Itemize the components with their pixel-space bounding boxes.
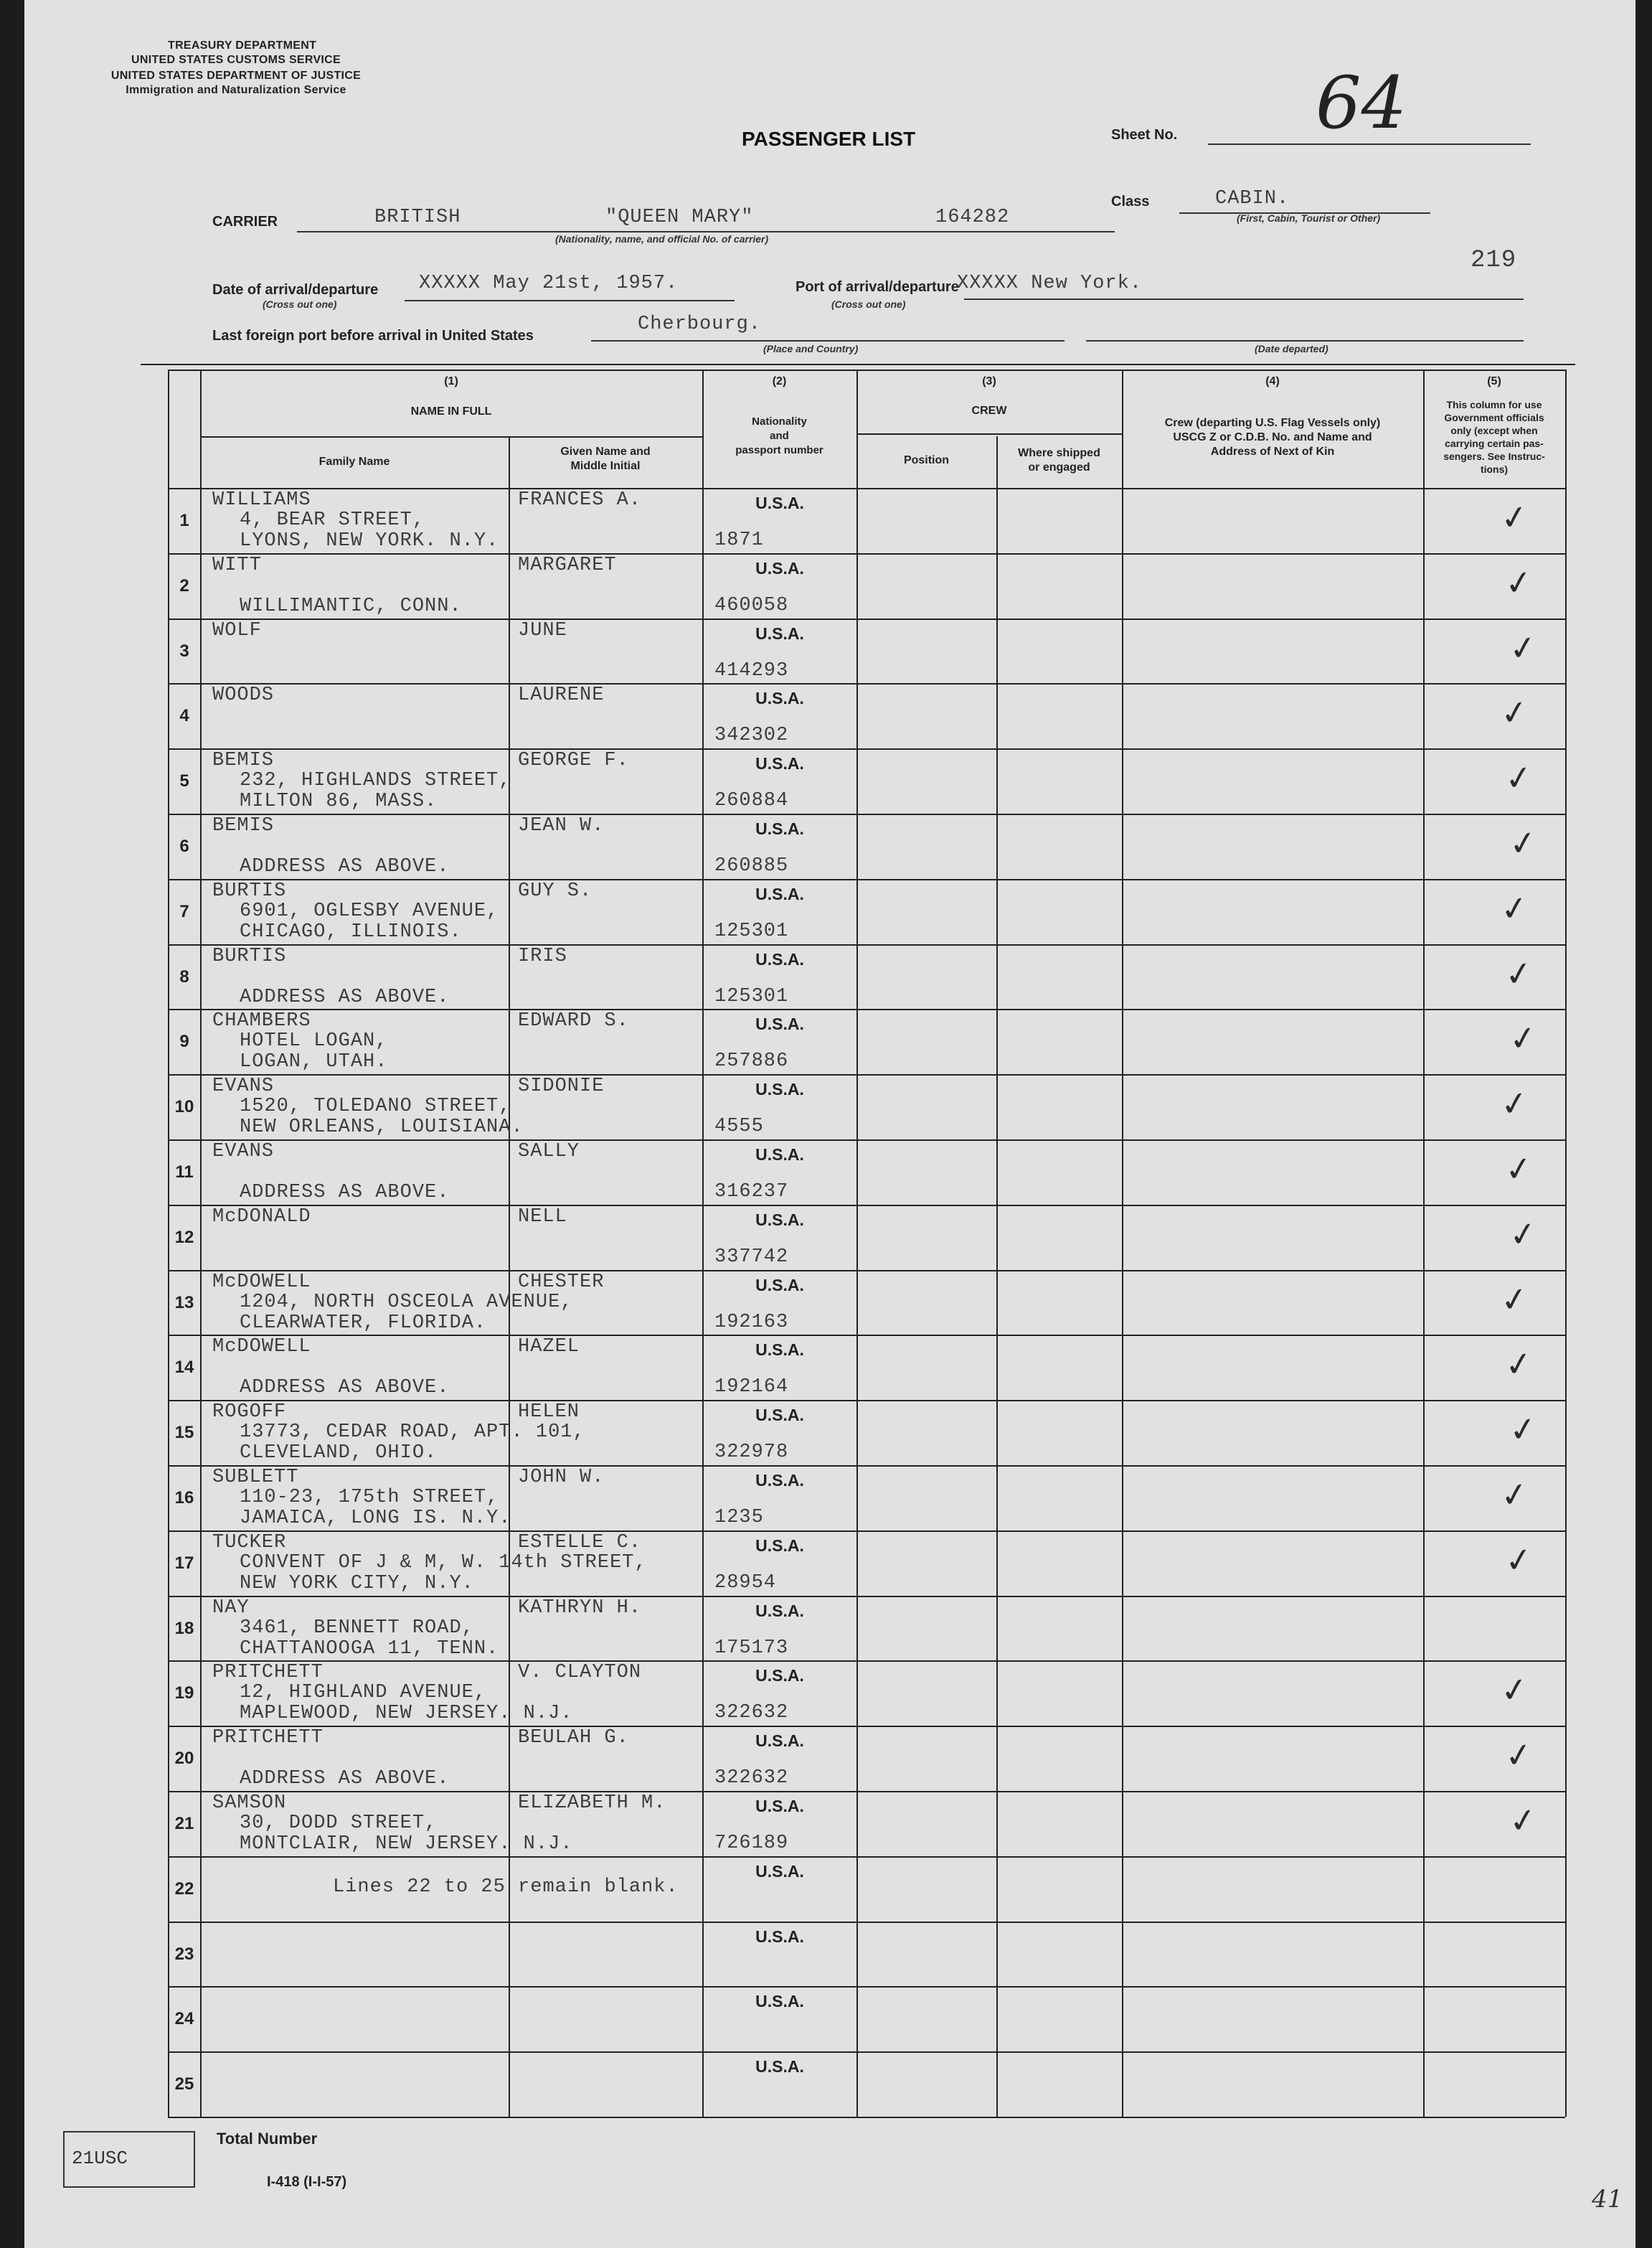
address-line: MONTCLAIR, NEW JERSEY. N.J. [240, 1833, 573, 1855]
address-line: 110-23, 175th STREET, [240, 1487, 499, 1508]
check-mark-icon: ✓ [1498, 1082, 1531, 1125]
address-line: ADDRESS AS ABOVE. [240, 856, 450, 878]
col1-number: (1) [444, 375, 458, 387]
total-number-label: Total Number [217, 2130, 318, 2148]
passport-number: 1871 [714, 530, 764, 551]
row-number: 15 [174, 1423, 194, 1443]
col3-where-shipped: Where shipped or engaged [1018, 447, 1100, 474]
nationality: U.S.A. [755, 1080, 804, 1099]
col2-title: Nationality and passport number [735, 415, 823, 456]
nationality: U.S.A. [755, 1992, 804, 2011]
given-name: KATHRYN H. [518, 1596, 642, 1619]
row-divider [168, 814, 1565, 815]
col2-number: (2) [772, 375, 787, 387]
address-line: 1204, NORTH OSCEOLA AVENUE, [240, 1291, 573, 1313]
row-number: 23 [174, 1944, 194, 1964]
nationality: U.S.A. [755, 1145, 804, 1164]
row-number: 14 [174, 1358, 194, 1378]
nationality: U.S.A. [755, 1210, 804, 1229]
address-line: CHATTANOOGA 11, TENN. [240, 1637, 499, 1660]
arrival-port-value: XXXXX New York. [957, 273, 1143, 294]
passport-number: 316237 [714, 1181, 789, 1203]
family-name: CHAMBERS [212, 1010, 311, 1033]
address-line: ADDRESS AS ABOVE. [240, 1377, 450, 1399]
row-number: 22 [174, 1878, 194, 1899]
row-divider [168, 1335, 1565, 1336]
check-mark-icon: ✓ [1502, 1342, 1536, 1386]
family-name: TUCKER [212, 1531, 287, 1553]
family-name: BEMIS [212, 815, 275, 837]
list-number: 219 [1471, 247, 1517, 274]
row-divider [168, 1856, 1565, 1858]
address-line: ADDRESS AS ABOVE. [240, 1768, 450, 1790]
check-mark-icon: ✓ [1498, 1473, 1531, 1516]
nationality: U.S.A. [755, 1535, 804, 1555]
address-line: 232, HIGHLANDS STREET, [240, 770, 511, 792]
given-name: NELL [518, 1205, 567, 1228]
passport-number: 260884 [714, 790, 789, 812]
sheet-label: Sheet No. [1111, 127, 1178, 143]
passport-number: 125301 [714, 920, 789, 942]
address-line: CLEVELAND, OHIO. [240, 1442, 438, 1464]
form-number: I-418 (I-I-57) [267, 2174, 347, 2190]
passport-number: 260885 [714, 855, 789, 877]
row-number: 12 [174, 1227, 194, 1247]
family-name: BURTIS [212, 945, 287, 967]
nationality: U.S.A. [755, 1797, 804, 1815]
carrier-hint: (Nationality, name, and official No. of carrier) [555, 233, 769, 245]
given-name: MARGARET [518, 554, 617, 576]
row-number: 7 [179, 901, 189, 921]
date-departed-hint: (Date departed) [1255, 343, 1328, 354]
address-line: LOGAN, UTAH. [240, 1051, 388, 1073]
check-mark-icon: ✓ [1502, 1734, 1536, 1777]
passport-number: 337742 [714, 1246, 789, 1268]
check-mark-icon: ✓ [1502, 1147, 1536, 1190]
page-mark: 41 [1592, 2185, 1623, 2214]
row-divider [168, 1660, 1565, 1662]
address-line: CLEARWATER, FLORIDA. [240, 1312, 487, 1334]
row-divider [168, 1596, 1565, 1597]
family-name: EVANS [212, 1141, 275, 1162]
check-mark-icon: ✓ [1498, 1278, 1531, 1321]
row-divider [168, 1270, 1565, 1271]
nationality: U.S.A. [755, 624, 804, 643]
row-divider [168, 553, 1565, 555]
col3-title: CREW [971, 405, 1007, 417]
passenger-list-form [24, 0, 1636, 2248]
class-label: Class [1111, 194, 1150, 210]
check-mark-icon: ✓ [1506, 1017, 1540, 1060]
row-number: 16 [174, 1488, 194, 1508]
row-number: 4 [179, 706, 189, 726]
check-mark-icon: ✓ [1502, 952, 1536, 995]
row-divider [168, 683, 1565, 685]
address-line: MILTON 86, MASS. [240, 791, 438, 813]
row-divider [168, 748, 1565, 750]
nationality: U.S.A. [755, 1406, 804, 1425]
row-divider [168, 1922, 1565, 1923]
address-line: ADDRESS AS ABOVE. [240, 986, 450, 1008]
nationality: U.S.A. [755, 1340, 804, 1360]
arrival-port-label: Port of arrival/departure [796, 279, 959, 295]
address-line: NEW ORLEANS, LOUISIANA. [240, 1116, 524, 1139]
sheet-number: 64 [1316, 61, 1407, 145]
row-divider [168, 1139, 1565, 1141]
passport-number: 726189 [714, 1833, 789, 1854]
form-title: PASSENGER LIST [742, 128, 916, 150]
address-line: JAMAICA, LONG IS. N.Y. [240, 1508, 511, 1529]
arrival-date-hint: (Cross out one) [263, 298, 337, 310]
check-mark-icon: ✓ [1506, 626, 1540, 669]
passport-number: 322978 [714, 1442, 789, 1464]
row-divider [168, 1986, 1565, 1988]
given-name: LAURENE [518, 685, 605, 707]
family-name: WILLIAMS [212, 489, 311, 511]
address-line: 30, DODD STREET, [240, 1812, 438, 1834]
family-name: WITT [212, 554, 262, 576]
nationality: U.S.A. [755, 494, 804, 512]
passport-number: 125301 [714, 985, 789, 1007]
nationality: U.S.A. [755, 1861, 804, 1881]
given-name: GUY S. [518, 880, 593, 902]
row-divider [168, 1400, 1565, 1401]
check-mark-icon: ✓ [1506, 1408, 1540, 1451]
nationality: U.S.A. [755, 2057, 804, 2077]
given-name: HELEN [518, 1401, 580, 1424]
given-name: ESTELLE C. [518, 1531, 642, 1553]
nationality: U.S.A. [755, 1015, 804, 1034]
class-value: CABIN. [1215, 188, 1290, 210]
carrier-number: 164282 [935, 207, 1010, 228]
row-number: 20 [174, 1749, 194, 1769]
nationality: U.S.A. [755, 1927, 804, 1946]
check-mark-icon: ✓ [1498, 496, 1531, 539]
row-number: 9 [179, 1032, 189, 1052]
row-divider [168, 2051, 1565, 2053]
arrival-port-hint: (Cross out one) [831, 298, 906, 310]
address-line: 13773, CEDAR ROAD, APT. 101, [240, 1421, 585, 1444]
col3-position: Position [903, 454, 950, 466]
check-mark-icon: ✓ [1498, 691, 1531, 734]
given-name: EDWARD S. [518, 1010, 629, 1033]
nationality: U.S.A. [755, 1601, 804, 1620]
stamp-code: 21USC [72, 2148, 128, 2169]
passport-number: 175173 [714, 1637, 789, 1659]
row-divider [168, 619, 1565, 620]
row-number: 5 [179, 771, 189, 791]
family-name: BURTIS [212, 880, 287, 902]
family-name: WOLF [212, 619, 262, 641]
given-name: HAZEL [518, 1336, 580, 1358]
row-number: 19 [174, 1683, 194, 1703]
col4-number: (4) [1265, 375, 1280, 387]
address-line: 3461, BENNETT ROAD, [240, 1617, 474, 1639]
address-line: NEW YORK CITY, N.Y. [240, 1572, 474, 1594]
family-name: McDONALD [212, 1205, 311, 1228]
address-line: ADDRESS AS ABOVE. [240, 1182, 450, 1203]
agency-immigration: Immigration and Naturalization Service [126, 84, 346, 96]
given-name: GEORGE F. [518, 750, 629, 772]
row-number: 2 [179, 575, 189, 596]
given-name: IRIS [518, 945, 567, 967]
address-line: 6901, OGLESBY AVENUE, [240, 900, 499, 922]
row-number: 1 [179, 511, 189, 530]
check-mark-icon: ✓ [1506, 1799, 1540, 1842]
address-line: CONVENT OF J & M, W. 14th STREET, [240, 1551, 647, 1574]
check-mark-icon: ✓ [1506, 822, 1540, 865]
row-divider [168, 1530, 1565, 1532]
family-name: McDOWELL [212, 1336, 311, 1358]
row-divider [168, 1726, 1565, 1727]
class-hint: (First, Cabin, Tourist or Other) [1237, 212, 1381, 224]
passport-number: 322632 [714, 1767, 789, 1790]
passport-number: 1235 [714, 1507, 764, 1528]
address-line: LYONS, NEW YORK. N.Y. [240, 530, 499, 552]
address-line: MAPLEWOOD, NEW JERSEY. N.J. [240, 1703, 573, 1725]
col1-title: NAME IN FULL [410, 405, 492, 418]
row-number: 24 [174, 2009, 194, 2029]
row-number: 6 [179, 837, 189, 856]
address-line: 4, BEAR STREET, [240, 509, 425, 531]
nationality: U.S.A. [755, 1471, 804, 1490]
given-name: JEAN W. [518, 815, 605, 837]
given-name: CHESTER [518, 1271, 605, 1293]
carrier-label: CARRIER [212, 214, 278, 230]
address-line: 12, HIGHLAND AVENUE, [240, 1682, 487, 1704]
arrival-date-value: XXXXX May 21st, 1957. [419, 273, 679, 294]
nationality: U.S.A. [755, 819, 804, 838]
last-port-value: Cherbourg. [638, 314, 762, 335]
nationality: U.S.A. [755, 754, 804, 773]
check-mark-icon: ✓ [1498, 1668, 1531, 1711]
nationality: U.S.A. [755, 949, 804, 969]
nationality: U.S.A. [755, 1666, 804, 1685]
row-divider [168, 944, 1565, 946]
agency-treasury: TREASURY DEPARTMENT [168, 39, 317, 52]
col4-title: Crew (departing U.S. Flag Vessels only) USCG Z or C.D.B. No. and Name and Address of Next of Kin [1164, 417, 1381, 458]
family-name: ROGOFF [212, 1401, 287, 1424]
passport-number: 28954 [714, 1571, 777, 1594]
last-port-hint: (Place and Country) [763, 343, 859, 354]
family-name: McDOWELL [212, 1271, 311, 1293]
family-name: WOODS [212, 685, 275, 707]
col3-number: (3) [982, 375, 996, 387]
address-line: HOTEL LOGAN, [240, 1030, 388, 1053]
col5-title: This column for use Government officials only (except when carrying certain pas- sengers. See Instruc- tions) [1443, 399, 1545, 475]
nationality: U.S.A. [755, 558, 804, 578]
passport-number: 192164 [714, 1376, 789, 1398]
family-name: PRITCHETT [212, 1662, 324, 1684]
row-divider [168, 1074, 1565, 1076]
nationality: U.S.A. [755, 689, 804, 708]
given-name: ELIZABETH M. [518, 1792, 666, 1814]
passport-number: 257886 [714, 1050, 789, 1073]
given-name: BEULAH G. [518, 1727, 629, 1749]
row-divider [168, 1205, 1565, 1206]
check-mark-icon: ✓ [1502, 756, 1536, 799]
row-divider [168, 879, 1565, 880]
given-name: JUNE [518, 619, 567, 641]
given-name: JOHN W. [518, 1467, 605, 1488]
nationality: U.S.A. [755, 1731, 804, 1751]
row-divider [168, 1009, 1565, 1010]
blank-lines-note: Lines 22 to 25 remain blank. [333, 1876, 679, 1898]
row-divider [168, 1465, 1565, 1467]
passport-number: 4555 [714, 1116, 764, 1138]
given-name: SIDONIE [518, 1076, 605, 1098]
family-name: NAY [212, 1596, 250, 1619]
address-line: CHICAGO, ILLINOIS. [240, 921, 462, 943]
carrier-vessel: "QUEEN MARY" [605, 207, 754, 228]
passport-number: 192163 [714, 1311, 789, 1333]
given-name: V. CLAYTON [518, 1662, 642, 1684]
given-name: FRANCES A. [518, 489, 642, 511]
passport-number: 342302 [714, 725, 789, 747]
address-line: 1520, TOLEDANO STREET, [240, 1096, 511, 1118]
family-name: BEMIS [212, 750, 275, 772]
passport-number: 322632 [714, 1702, 789, 1724]
row-number: 11 [175, 1162, 194, 1182]
col1-given-name: Given Name and Middle Initial [560, 446, 651, 472]
given-name: SALLY [518, 1141, 580, 1162]
nationality: U.S.A. [755, 884, 804, 903]
family-name: EVANS [212, 1076, 275, 1098]
last-port-label: Last foreign port before arrival in United States [212, 328, 534, 344]
check-mark-icon: ✓ [1498, 887, 1531, 930]
row-number: 13 [174, 1292, 194, 1312]
family-name: SUBLETT [212, 1467, 299, 1488]
check-mark-icon: ✓ [1502, 561, 1536, 604]
col1-family-name: Family Name [318, 456, 390, 468]
passport-number: 414293 [714, 659, 789, 682]
carrier-nationality: BRITISH [374, 207, 461, 228]
row-number: 21 [174, 1814, 194, 1833]
address-line: WILLIMANTIC, CONN. [240, 595, 462, 617]
row-number: 3 [179, 641, 189, 661]
family-name: PRITCHETT [212, 1727, 324, 1749]
check-mark-icon: ✓ [1502, 1538, 1536, 1581]
row-number: 8 [179, 967, 189, 987]
agency-customs: UNITED STATES CUSTOMS SERVICE [131, 54, 341, 66]
check-mark-icon: ✓ [1506, 1213, 1540, 1256]
arrival-date-label: Date of arrival/departure [212, 282, 379, 298]
family-name: SAMSON [212, 1792, 287, 1814]
nationality: U.S.A. [755, 1275, 804, 1294]
row-divider [168, 1791, 1565, 1792]
col5-number: (5) [1487, 375, 1501, 387]
row-number: 18 [174, 1618, 194, 1638]
agency-justice: UNITED STATES DEPARTMENT OF JUSTICE [110, 70, 362, 82]
row-number: 17 [174, 1553, 194, 1573]
row-number: 10 [174, 1097, 194, 1117]
row-number: 25 [174, 2074, 194, 2094]
passport-number: 460058 [714, 594, 789, 616]
